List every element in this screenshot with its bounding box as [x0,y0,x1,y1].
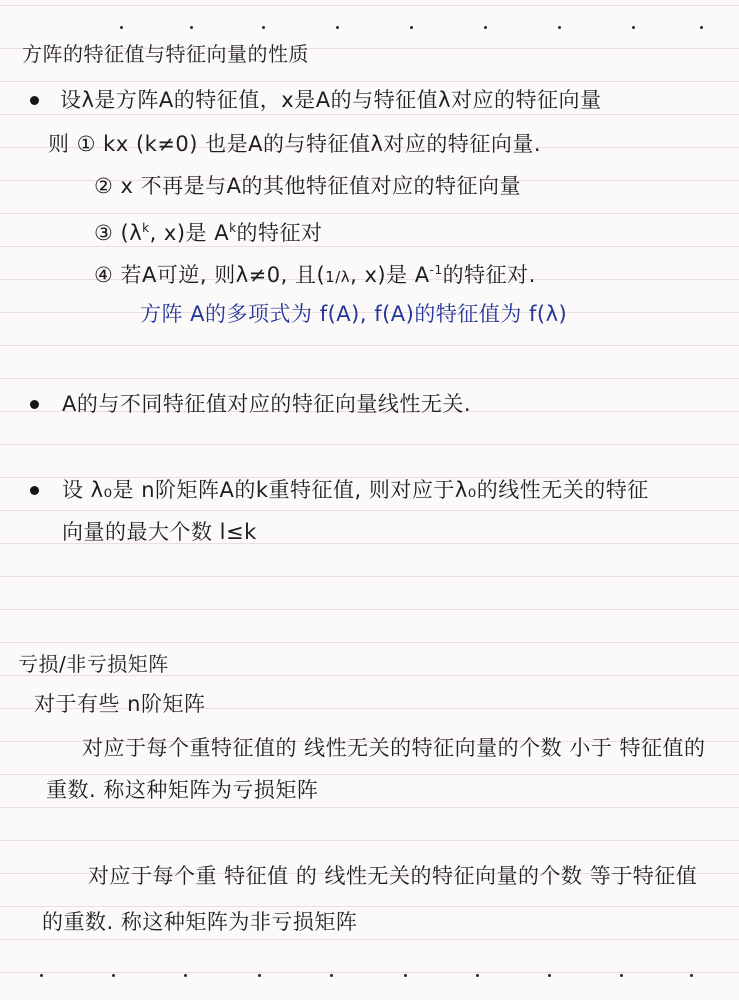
dot [404,974,407,977]
property-multiplicity-line-2: 向量的最大个数 l≤k [62,520,257,544]
dot [690,974,693,977]
bottom-dot-row [0,974,739,982]
rule-4-fraction: 1/λ [325,268,351,286]
dot [120,26,123,29]
dot [548,974,551,977]
defective-definition-line-2: 重数. 称这种矩阵为亏损矩阵 [46,778,319,802]
property-rule-4 [94,256,536,291]
property-premise: 设λ是方阵A的特征值，x是A的与特征值λ对应的特征向量 [60,88,602,112]
dot [112,974,115,977]
rule-4-exponent: -1 [429,263,443,277]
dot [700,26,703,29]
property-independence: A的与不同特征值对应的特征向量线性无关. [62,392,472,416]
rule-3-exponent-matrix: k [229,221,237,235]
dot [330,974,333,977]
rule-3-exponent-lambda: k [142,221,150,235]
bullet-dot [30,486,39,495]
top-dot-row [0,26,739,34]
dot [620,974,623,977]
section-title-properties: 方阵的特征值与特征向量的性质 [22,42,309,66]
dot [410,26,413,29]
rule-4-part-b: , x)是 A [350,263,430,287]
rule-3-part-a: ③ (λ [94,221,143,245]
bullet-dot [30,96,39,105]
dot [476,974,479,977]
dot [184,974,187,977]
bullet-dot [30,400,39,409]
rule-4-part-c: 的特征对. [442,263,536,287]
property-rule-1: 则 ① kx (k≠0) 也是A的与特征值λ对应的特征向量. [48,132,542,156]
rule-3-part-c: 的特征对 [236,221,323,245]
rule-3-part-b: , x)是 A [149,221,230,245]
property-rule-3 [94,214,323,247]
dot [484,26,487,29]
property-multiplicity-line-1: 设 λ₀是 n阶矩阵A的k重特征值, 则对应于λ₀的线性无关的特征 [62,478,649,502]
nondefective-definition-line-1: 对应于每个重 特征值 的 线性无关的特征向量的个数 等于特征值 [88,864,698,888]
defective-intro: 对于有些 n阶矩阵 [34,692,206,716]
dot [632,26,635,29]
section-title-defective: 亏损/非亏损矩阵 [18,652,169,676]
rule-4-part-a: ④ 若A可逆, 则λ≠0, 且( [94,263,326,287]
polynomial-note: 方阵 A的多项式为 f(A), f(A)的特征值为 f(λ) [140,302,568,326]
dot [558,26,561,29]
property-rule-2: ② x 不再是与A的其他特征值对应的特征向量 [94,174,521,198]
dot [258,974,261,977]
nondefective-definition-line-2: 的重数. 称这种矩阵为非亏损矩阵 [42,910,358,934]
defective-definition-line-1: 对应于每个重特征值的 线性无关的特征向量的个数 小于 特征值的 [82,736,706,760]
dot [262,26,265,29]
dot [190,26,193,29]
dot [336,26,339,29]
dot [40,974,43,977]
